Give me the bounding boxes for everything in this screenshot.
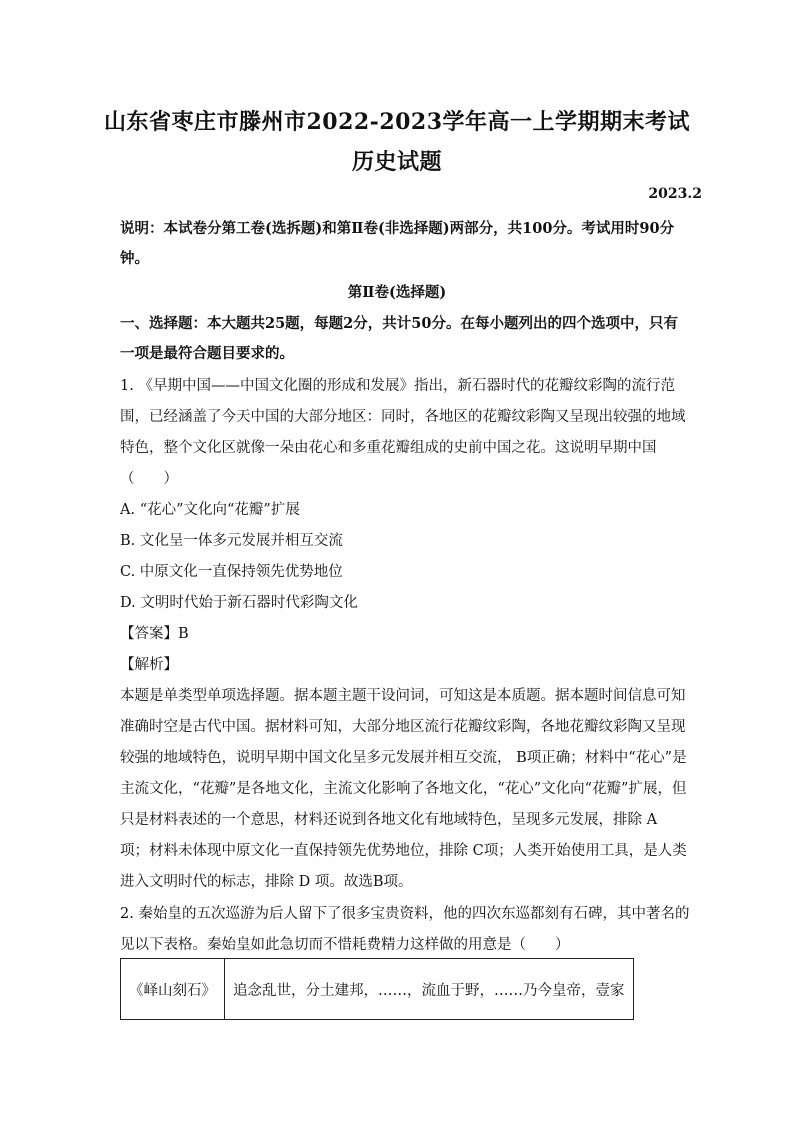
q1-analysis-line: 项；材料未体现中原文化一直保持领先优势地位，排除 C项；人类开始使用工具，是人类: [120, 843, 687, 859]
q1-option-d: D. 文明时代始于新石器时代彩陶文化: [120, 595, 358, 611]
page-subtitle: 历史试题: [351, 149, 442, 175]
q1-stem-line: 围，已经涵盖了今天中国的大部分地区：同时，各地区的花瓣纹彩陶又呈现出较强的地域: [120, 409, 686, 425]
table-cell-text: 追念乱世，分土建邦，……，流血于野，……乃今皇帝，壹家: [225, 959, 634, 1020]
q1-analysis-line: 进入文明时代的标志，排除 D 项。故选B项。: [120, 874, 413, 890]
q1-answer: 【答案】B: [120, 626, 189, 642]
q1-option-c: C. 中原文化一直保持领先优势地位: [120, 564, 343, 580]
instructions-line-1: 说明：本试卷分第工卷(选拆题)和第Ⅱ卷(非选择题)两部分，共100分。考试用时90分: [120, 220, 675, 237]
q2-stem-line: 2. 秦始皇的五次巡游为后人留下了很多宝贵资料，他的四次东巡都刻有石碑，其中著名的: [120, 906, 690, 922]
q1-analysis-line: 主流文化，“花瓣”是各地文化，主流文化影响了各地文化，“花心”文化向“花瓣”扩展，但: [120, 781, 687, 797]
q1-analysis-line: 本题是单类型单项选择题。据本题主题干设问词，可知这是本质题。据本题时间信息可知: [120, 688, 686, 704]
q1-stem-line: （ ）: [120, 471, 178, 487]
q1-stem-line: 1. 《早期中国——中国文化圈的形成和发展》指出，新石器时代的花瓣纹彩陶的流行范: [120, 378, 675, 394]
section-intro-line-1: 一、选择题：本大题共25题，每题2分，共计50分。在每小题列出的四个选项中，只有: [120, 315, 678, 332]
instructions-line-2: 钟。: [120, 250, 149, 267]
q1-analysis-label: 【解析】: [120, 657, 178, 673]
page-title: 山东省枣庄市滕州市2022-2023学年高一上学期期末考试: [103, 109, 691, 135]
q1-option-b: B. 文化呈一体多元发展并相互交流: [120, 533, 343, 549]
q1-analysis-line: 较强的地域特色，说明早期中国文化呈多元发展并相互交流， B项正确；材料中“花心”是: [120, 750, 687, 766]
q1-option-a: A. “花心”文化向“花瓣”扩展: [120, 502, 300, 518]
exam-date: 2023.2: [648, 186, 702, 202]
q2-stem-line: 见以下表格。秦始皇如此急切而不惜耗费精力这样做的用意是（ ）: [120, 937, 570, 953]
table-row: [121, 959, 634, 1020]
q2-inscription-table: [120, 958, 634, 1020]
section-title: 第Ⅱ卷(选择题): [347, 284, 447, 301]
q1-analysis-line: 准确时空是古代中国。据材料可知，大部分地区流行花瓣纹彩陶，各地花瓣纹彩陶又呈现: [120, 719, 686, 735]
q1-analysis-line: 只是材料表述的一个意思，材料还说到各地文化有地域特色，呈现多元发展，排除 A: [120, 812, 658, 828]
table-cell-name: 《峄山刻石》: [121, 959, 225, 1020]
q1-stem-line: 特色，整个文化区就像一朵由花心和多重花瓣组成的史前中国之花。这说明早期中国: [120, 440, 657, 456]
section-intro-line-2: 一项是最符合题目要求的。: [120, 345, 294, 362]
